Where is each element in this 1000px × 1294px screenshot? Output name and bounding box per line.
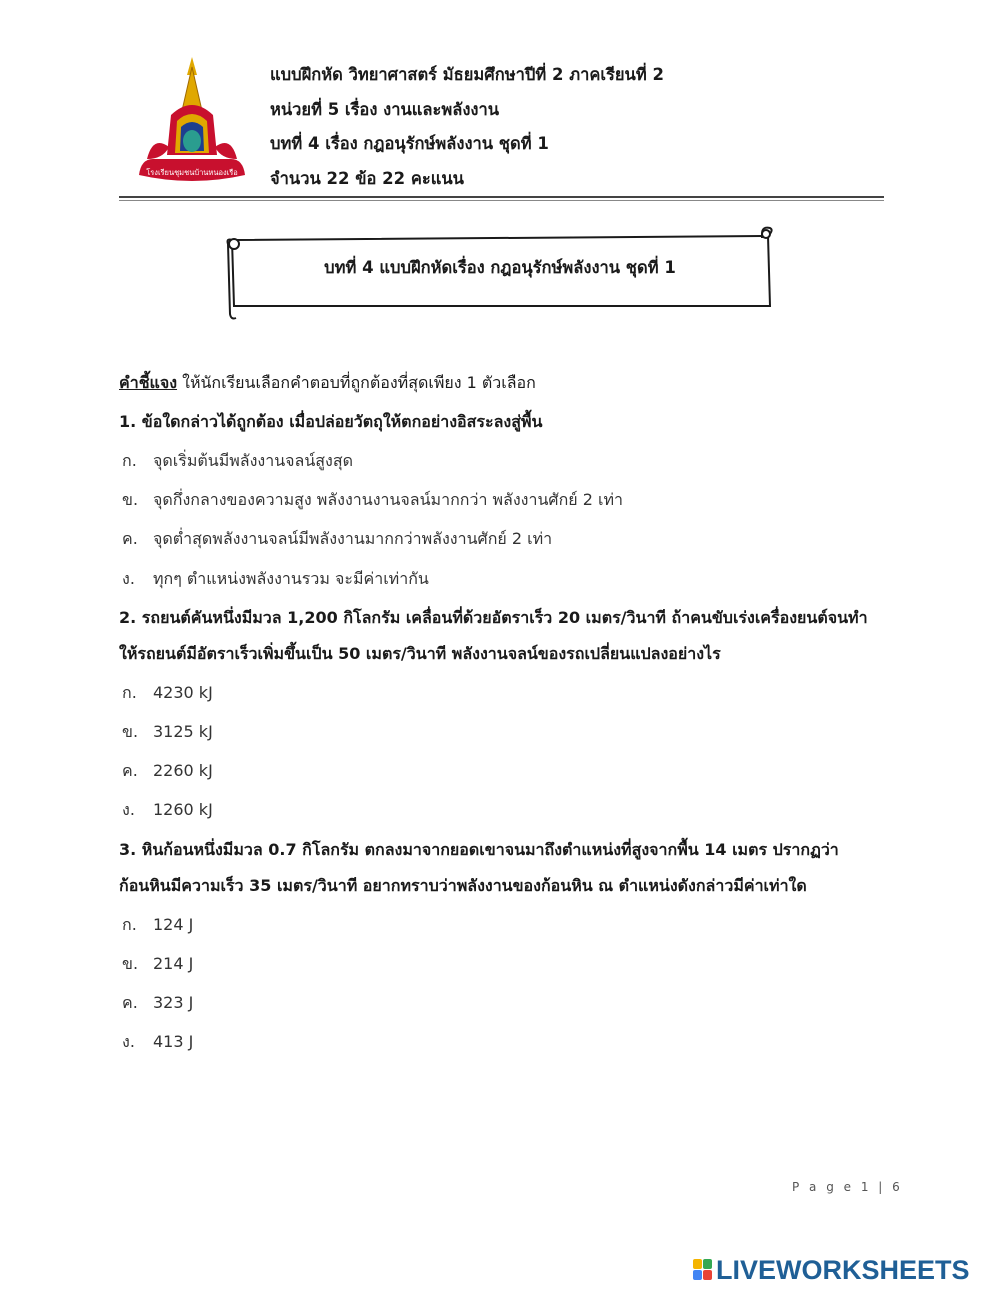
question-1 xyxy=(119,402,899,598)
option-mark: ง. xyxy=(122,1032,135,1052)
option[interactable] xyxy=(119,1022,899,1061)
question-text-cont: ก้อนหินมีความเร็ว 35 เมตร/วินาที อยากทราบว่าพลังงานของก้อนหิน ณ ตำแหน่งดังกล่าวมีค่าเท่าใด xyxy=(119,875,807,895)
option[interactable] xyxy=(119,519,899,558)
option[interactable] xyxy=(119,559,899,598)
instructions-text: ให้นักเรียนเลือกคำตอบที่ถูกต้องที่สุดเพียง 1 ตัวเลือก xyxy=(177,373,536,392)
worksheet-content xyxy=(119,363,899,1061)
liveworksheets-brand[interactable] xyxy=(693,1256,970,1284)
header-line-4: จำนวน 22 ข้อ 22 คะแนน xyxy=(270,168,464,188)
option-text: 1260 kJ xyxy=(153,800,213,820)
option-mark: ค. xyxy=(122,529,138,549)
option-mark: ข. xyxy=(122,490,139,510)
option-text: 3125 kJ xyxy=(153,722,213,742)
option[interactable] xyxy=(119,751,899,790)
header-divider xyxy=(119,196,884,198)
header-line-3: บทที่ 4 เรื่อง กฎอนุรักษ์พลังงาน ชุดที่ 1 xyxy=(270,134,549,153)
question-text-cont: ให้รถยนต์มีอัตราเร็วเพิ่มขึ้นเป็น 50 เมตร/วินาที พลังงานจลน์ของรถเปลี่ยนแปลงอย่างไร xyxy=(119,643,721,663)
brand-name: LIVEWORKSHEETS xyxy=(716,1254,970,1285)
option-text: 2260 kJ xyxy=(153,761,213,781)
header-line-2: หน่วยที่ 5 เรื่อง งานและพลังงาน xyxy=(270,99,500,119)
question-2 xyxy=(119,598,899,830)
option[interactable] xyxy=(119,983,899,1022)
option-text: จุดต่ำสุดพลังงานจลน์มีพลังงานมากกว่าพลังงานศักย์ 2 เท่า xyxy=(153,529,553,549)
option[interactable] xyxy=(119,790,899,829)
school-logo xyxy=(133,55,251,195)
option-mark: ข. xyxy=(122,953,139,973)
option[interactable] xyxy=(119,441,899,480)
option-text: จุดเริ่มต้นมีพลังงานจลน์สูงสุด xyxy=(153,451,353,470)
logo-caption: โรงเรียนชุมชนบ้านหนองเรือ xyxy=(146,168,238,177)
option-text: ทุกๆ ตำแหน่งพลังงานรวม จะมีค่าเท่ากัน xyxy=(153,568,429,588)
option[interactable] xyxy=(119,712,899,751)
option-mark: ก. xyxy=(122,914,137,934)
option-text: 413 J xyxy=(153,1032,194,1052)
option-mark: ง. xyxy=(122,568,135,588)
question-text: 3. หินก้อนหนึ่งมีมวล 0.7 กิโลกรัม ตกลงมาจากยอดเขาจนมาถึงตำแหน่งที่สูงจากพื้น 14 เมตร ปรากฏว่า xyxy=(119,839,839,859)
header-line-1: แบบฝึกหัด วิทยาศาสตร์ มัธยมศึกษาปีที่ 2 ภาคเรียนที่ 2 xyxy=(270,65,664,84)
option[interactable] xyxy=(119,944,899,983)
page-number: P a g e 1 | 6 xyxy=(792,1180,903,1194)
option-mark: ข. xyxy=(122,722,139,742)
option-mark: ค. xyxy=(122,761,138,781)
question-text: 2. รถยนต์คันหนึ่งมีมวล 1,200 กิโลกรัม เคลื่อนที่ด้วยอัตราเร็ว 20 เมตร/วินาที ถ้าคนขับเร่งเครื่องยนต์จนทำ xyxy=(119,607,868,627)
banner-title: บทที่ 4 แบบฝึกหัดเรื่อง กฎอนุรักษ์พลังงาน ชุดที่ 1 xyxy=(324,258,676,277)
question-3 xyxy=(119,830,899,1062)
option-mark: ก. xyxy=(122,451,137,470)
option-mark: ง. xyxy=(122,800,135,820)
option-mark: ก. xyxy=(122,682,137,702)
option-text: 214 J xyxy=(153,953,194,973)
option-text: จุดกึ่งกลางของความสูง พลังงานงานจลน์มากกว่า พลังงานศักย์ 2 เท่า xyxy=(153,490,623,510)
question-text: 1. ข้อใดกล่าวได้ถูกต้อง เมื่อปล่อยวัตถุให้ตกอย่างอิสระลงสู่พื้น xyxy=(119,412,543,431)
header-divider-thin xyxy=(119,200,884,201)
liveworksheets-icon xyxy=(693,1259,713,1281)
instructions-label: คำชี้แจง xyxy=(119,373,178,392)
document-header xyxy=(270,58,664,196)
option[interactable] xyxy=(119,905,899,944)
option-text: 4230 kJ xyxy=(153,682,213,702)
option-mark: ค. xyxy=(122,993,138,1013)
option-text: 124 J xyxy=(153,914,194,934)
option[interactable] xyxy=(119,673,899,712)
option-text: 323 J xyxy=(153,993,194,1013)
instructions xyxy=(119,363,899,402)
option[interactable] xyxy=(119,480,899,519)
